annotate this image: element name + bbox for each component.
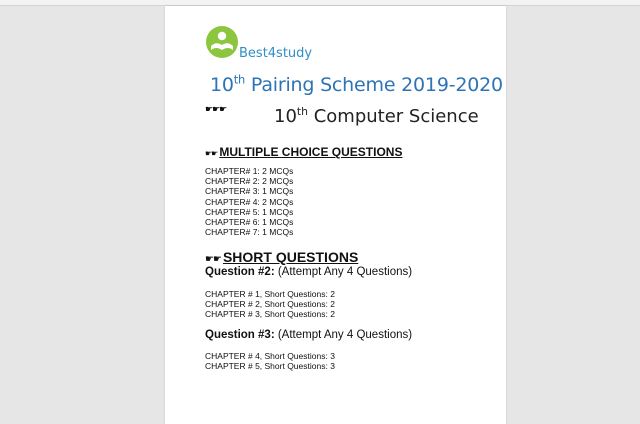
logo-text: Best4study xyxy=(239,46,313,61)
list-item: CHAPTER# 5: 1 MCQs xyxy=(205,206,294,217)
short-questions-heading: ☛☛ SHORT QUESTIONS xyxy=(205,249,359,265)
pointing-hand-icon: ☛☛ xyxy=(205,254,221,265)
mcq-heading: ☛☛ MULTIPLE CHOICE QUESTIONS xyxy=(205,145,403,159)
list-item: CHAPTER# 6: 1 MCQs xyxy=(205,217,294,228)
page-title: 10th Pairing Scheme 2019-2020 xyxy=(210,72,503,96)
list-item: CHAPTER # 5, Short Questions: 3 xyxy=(205,361,335,372)
list-item: CHAPTER # 2, Short Questions: 2 xyxy=(205,299,335,310)
list-item: CHAPTER # 4, Short Questions: 3 xyxy=(205,351,335,361)
subject-title: 10th Computer Science xyxy=(274,105,479,127)
list-item: CHAPTER# 1: 2 MCQs xyxy=(205,166,294,176)
question-3-heading: Question #3: (Attempt Any 4 Questions) xyxy=(205,329,413,341)
list-item: CHAPTER# 2: 2 MCQs xyxy=(205,176,294,187)
question-2-list xyxy=(205,289,335,320)
question-2-heading: Question #2: (Attempt Any 4 Questions) xyxy=(205,266,413,278)
question-3-list xyxy=(205,351,335,371)
list-item: CHAPTER# 7: 1 MCQs xyxy=(205,227,294,238)
list-item: CHAPTER # 3, Short Questions: 2 xyxy=(205,309,335,320)
mcq-list xyxy=(205,166,293,237)
pointing-hands-ornament: ☛☛☛ xyxy=(205,104,227,114)
book-reader-logo-icon xyxy=(205,25,239,59)
list-item: CHAPTER # 1, Short Questions: 2 xyxy=(205,289,335,299)
list-item: CHAPTER# 3: 1 MCQs xyxy=(205,186,294,197)
pointing-hand-icon: ☛☛ xyxy=(205,149,218,158)
document-page xyxy=(165,6,506,424)
list-item: CHAPTER# 4: 2 MCQs xyxy=(205,196,294,207)
